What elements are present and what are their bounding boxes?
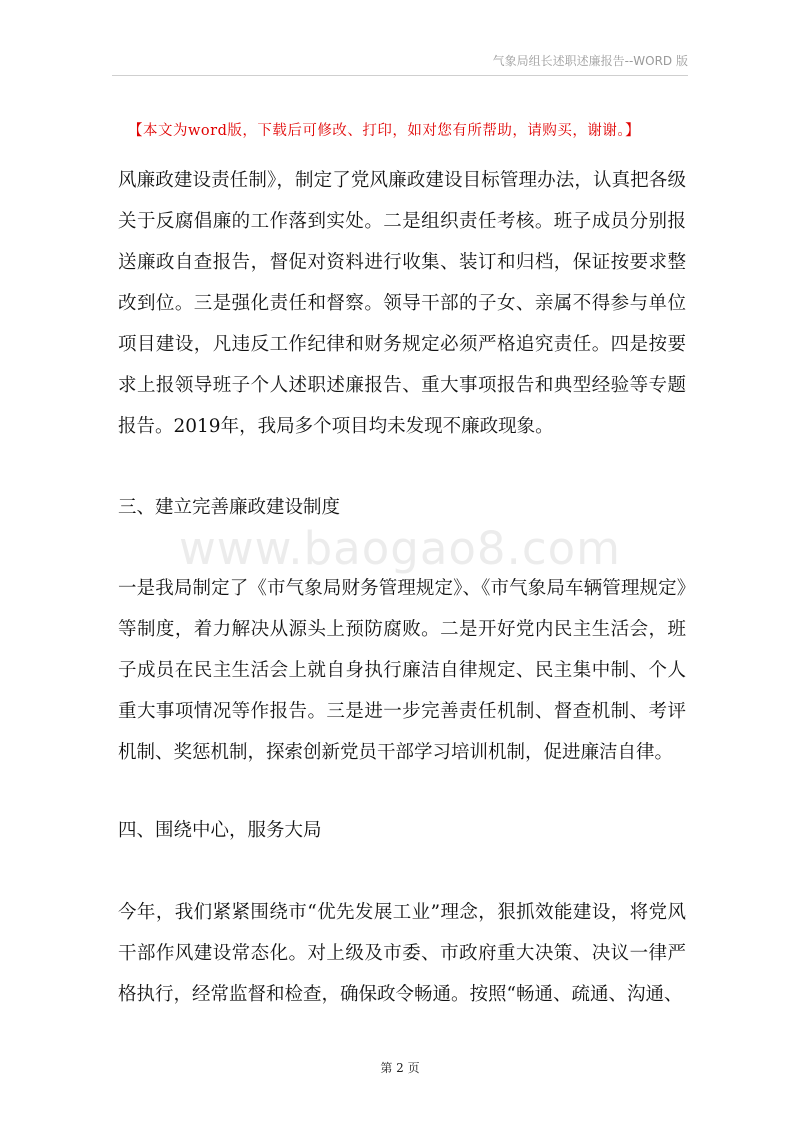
header-divider [112,75,688,76]
body-paragraph: 一是我局制定了《市气象局财务管理规定》、《市气象局车辆管理规定》等制度，着力解决从源头上预防腐败。二是开好党内民主生活会，班子成员在民主生活会上就自身执行廉洁自律规定、民主集中制、个人重大事项情况等作报告。三是进一步完善责任机制、督查机制、考评机制、奖惩机制，探索创新党员干部学习培训机制，促进廉洁自律。 [118,578,686,763]
page-number: 第 2 页 [380,1061,420,1075]
document-body [118,160,686,1015]
body-paragraph: 风廉政建设责任制》，制定了党风廉政建设目标管理办法，认真把各级关于反腐倡廉的工作落到实处。二是组织责任考核。班子成员分别报送廉政自查报告，督促对资料进行收集、装订和归档，保证按要求整改到位。三是强化责任和督察。领导干部的子女、亲属不得参与单位项目建设，凡违反工作纪律和财务规定必须严格追究责任。四是按要求上报领导班子个人述职述廉报告、重大事项报告和典型经验等专题报告。2019年，我局多个项目均未发现不廉政现象。 [118,170,686,437]
purchase-notice: 【本文为word版，下载后可修改、打印，如对您有所帮助，请购买，谢谢。】 [128,123,641,139]
section-heading: 三、建立完善廉政建设制度 [118,497,341,518]
section-heading: 四、围绕中心，服务大局 [118,820,322,841]
watermark-text: www.baogao8.com [179,522,621,575]
body-paragraph: 今年，我们紧紧围绕市“优先发展工业”理念，狠抓效能建设，将党风干部作风建设常态化。对上级及市委、市政府重大决策、决议一律严格执行，经常监督和检查，确保政令畅通。按照“畅通、疏通、沟通、 [118,902,686,1005]
page-header-title: 气象局组长述职述廉报告--WORD 版 [492,54,688,68]
